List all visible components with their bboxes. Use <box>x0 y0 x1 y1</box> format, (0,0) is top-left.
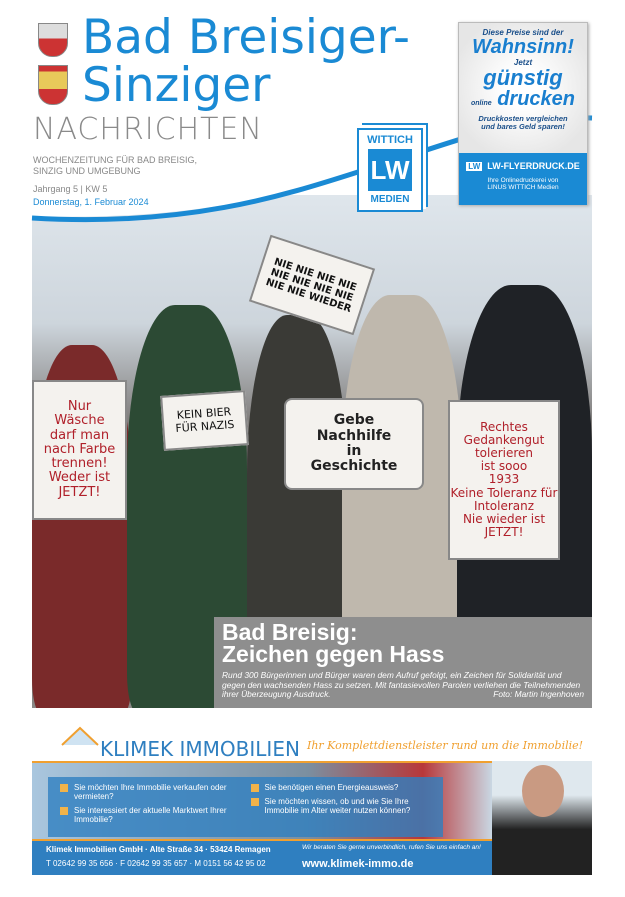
bullet-icon <box>251 784 259 792</box>
ad-brand: KLIMEK IMMOBILIEN <box>100 737 300 761</box>
ad-cta: Wir beraten Sie gerne unverbindlich, rufen Sie uns einfach an! <box>302 844 481 851</box>
masthead-subtitle: NACHRICHTEN <box>33 112 263 147</box>
ad-website[interactable]: LW-FLYERDRUCK.DE <box>487 161 580 171</box>
protest-sign: NIE NIE NIE NIE NIE NIE NIE NIE NIE NIE WIEDER <box>249 235 375 336</box>
ad-text: Ihre Onlinedruckerei von <box>487 177 559 184</box>
protest-sign: Nur Wäsche darf man nach Farbe trennen! Weder ist JETZT! <box>32 380 127 520</box>
title-line: Bad Breisiger- <box>82 10 410 65</box>
photo-credit: Foto: Martin Ingenhoven <box>493 689 584 699</box>
ad-contact-bar <box>32 839 492 875</box>
tagline <box>33 155 197 177</box>
ad-text: Wahnsinn! <box>472 36 574 58</box>
issue-number: Jahrgang 5 | KW 5 <box>33 184 108 194</box>
agent-portrait <box>492 761 592 875</box>
ad-text: Druckkosten vergleichen <box>478 114 568 123</box>
ad-slogan: Ihr Komplettdienstleister rund um die Immobilie! <box>307 739 584 752</box>
title-line: Sinziger <box>82 58 271 113</box>
issue-date: Donnerstag, 1. Februar 2024 <box>33 197 149 207</box>
tagline-line: SINZIG UND UMGEBUNG <box>33 166 141 176</box>
flyerdruck-ad[interactable] <box>458 22 588 205</box>
ad-benefit: Sie interessiert der aktuelle Marktwert Ihrer Immobilie? <box>74 806 227 824</box>
ad-text: Diese Preise sind der <box>482 28 564 37</box>
bullet-icon <box>251 798 259 806</box>
ad-text: drucken <box>497 88 575 110</box>
face <box>522 765 564 817</box>
lw-logo-icon: LW <box>468 161 481 171</box>
ad-house-photo <box>32 761 492 839</box>
protest-sign: Rechtes Gedankengut tolerieren ist sooo 1933 Keine Toleranz für Intoleranz Nie wieder ist JETZT! <box>448 400 560 560</box>
ad-headline <box>459 23 587 153</box>
wittich-medien-logo <box>357 128 423 212</box>
ad-text: online <box>471 100 492 107</box>
ad-phones: T 02642 99 35 656 · F 02642 99 35 657 · M 0151 56 42 95 02 <box>46 859 266 868</box>
bullet-icon <box>60 784 68 792</box>
article-headline: Bad Breisig: Zeichen gegen Hass <box>222 619 445 667</box>
masthead-title <box>82 10 410 113</box>
tagline-line: WOCHENZEITUNG FÜR BAD BREISIG, <box>33 155 198 165</box>
ad-address: Klimek Immobilien GmbH · Alte Straße 34 · 53424 Remagen <box>46 845 271 854</box>
ad-benefit: Sie möchten Ihre Immobilie verkaufen oder vermieten? <box>74 783 227 801</box>
protest-sign: Gebe Nachhilfe in Geschichte <box>284 398 424 490</box>
coat-of-arms-icon <box>38 23 68 57</box>
ad-website[interactable]: www.klimek-immo.de <box>302 858 414 870</box>
bullet-icon <box>60 807 68 815</box>
logo-mark: LW <box>368 149 412 191</box>
ad-text: LINUS WITTICH Medien <box>487 184 559 191</box>
protest-sign: KEIN BIER FÜR NAZIS <box>160 390 249 451</box>
ad-benefit: Sie möchten wissen, ob und wie Sie Ihre Immobilie im Alter weiter nutzen können? <box>264 797 411 815</box>
article-body: Rund 300 Bürgerinnen und Bürger waren dem Aufruf gefolgt, ein Zeichen für Solidarität und gegen den wachsenden Hass zu setzen. Mit fantasievollen Parolen verliehen die Teilnehmenden ihrer Überzeugung Ausdruck. Foto: Martin Ingenhoven <box>222 670 584 699</box>
klimek-ad[interactable] <box>32 725 592 875</box>
ad-benefits <box>48 777 443 837</box>
ad-text: und bares Geld sparen! <box>481 121 565 131</box>
ad-text: Jetzt <box>513 58 533 67</box>
coat-of-arms-icon <box>38 65 68 105</box>
house-roof-icon <box>60 725 100 747</box>
ad-text: günstig <box>483 65 563 90</box>
article-teaser[interactable] <box>214 617 592 708</box>
logo-text: MEDIEN <box>370 194 410 205</box>
ad-footer <box>459 153 587 205</box>
ad-benefit: Sie benötigen einen Energieausweis? <box>264 783 399 792</box>
logo-text: WITTICH <box>367 134 413 146</box>
